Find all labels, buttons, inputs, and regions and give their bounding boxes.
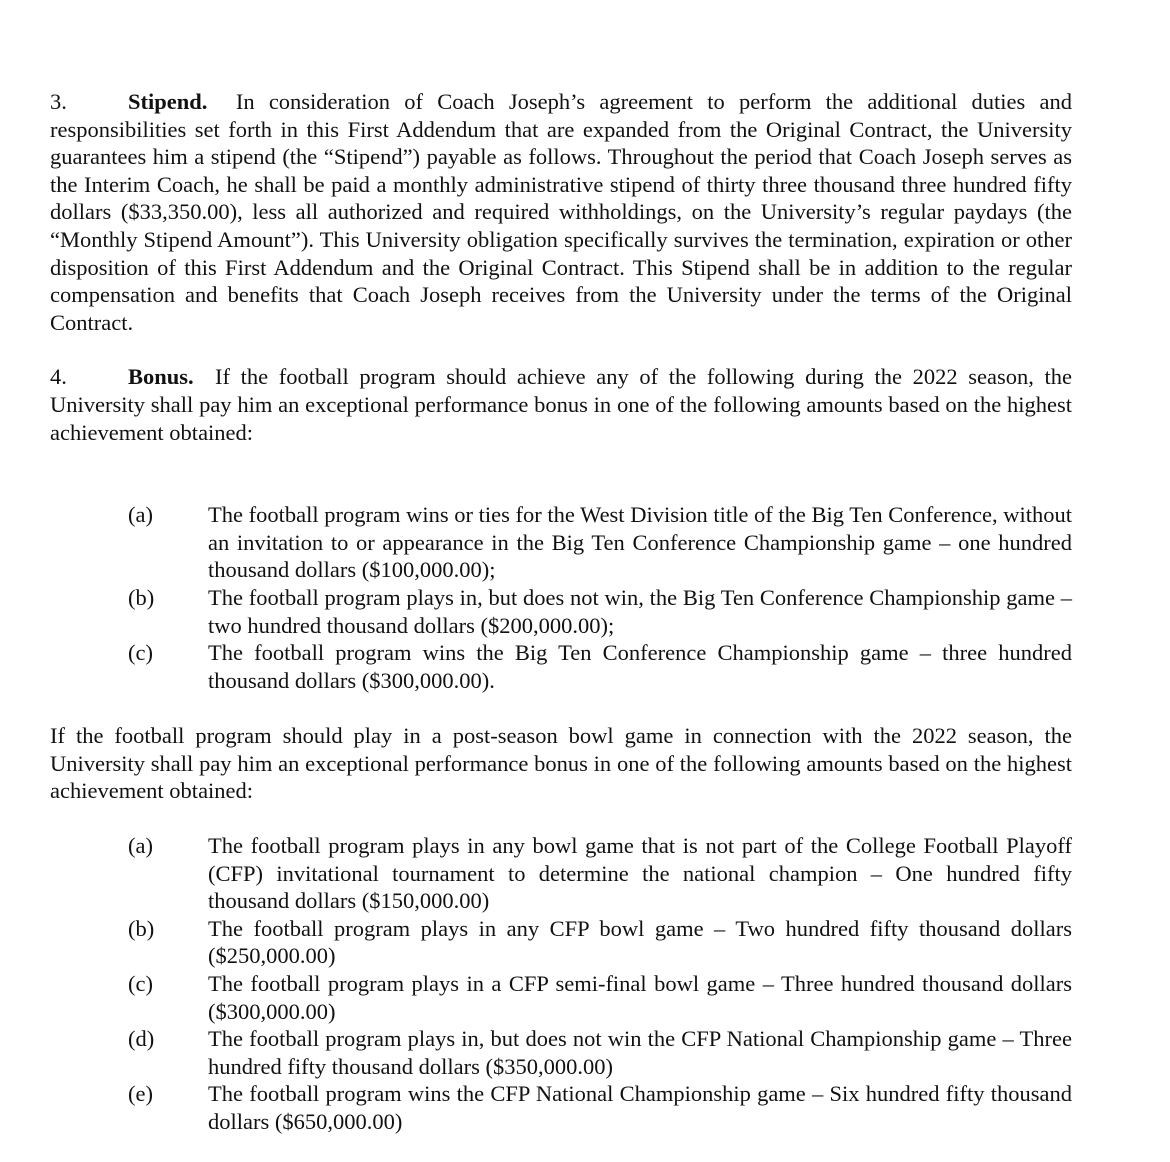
list-item (50, 970, 1072, 1025)
bonus-section (50, 363, 1072, 446)
item-text: The football program plays in any bowl game that is not part of the College Football Playoff (CFP) invitational tournament to determine the national champion – One hundred fifty thousand dollars ($150,000.00) (208, 833, 1072, 914)
item-text: The football program wins the Big Ten Conference Championship game – three hundred thousand dollars ($300,000.00). (208, 640, 1072, 693)
bowl-section: If the football program should play in a post-season bowl game in connection with the 2022 season, the University shall pay him an exceptional performance bonus in one of the following amounts based on the highest achievement obtained: (50, 723, 1072, 804)
item-label: (a) (128, 502, 153, 528)
section-heading: Bonus. (128, 364, 194, 390)
section-heading: Stipend. (128, 89, 208, 114)
list-item (50, 1025, 1072, 1080)
item-label: (a) (128, 833, 153, 859)
bonus-list (50, 501, 1072, 694)
item-text: The football program plays in a CFP semi-final bowl game – Three hundred thousand dollars ($300,000.00) (208, 971, 1072, 1024)
item-label: (d) (128, 1026, 155, 1052)
document-page (50, 88, 1072, 1136)
item-label: (b) (128, 584, 155, 610)
list-item (50, 1080, 1072, 1135)
section-number: 4. (50, 364, 67, 390)
item-label: (c) (128, 971, 153, 997)
item-text: The football program plays in any CFP bowl game – Two hundred fifty thousand dollars ($250,000.00) (208, 915, 1072, 969)
list-item (50, 501, 1072, 584)
item-text: The football program plays in, but does not win, the Big Ten Conference Championship game – two hundred thousand dollars ($200,000.00); (208, 584, 1072, 638)
list-item (50, 832, 1072, 915)
list-item (50, 915, 1072, 970)
section-number: 3. (50, 89, 67, 114)
stipend-section (50, 88, 1072, 336)
section-body: In consideration of Coach Joseph’s agreement to perform the additional duties and responsibilities set forth in this First Addendum that are expanded from the Original Contract, the University guarantees him a stipend (the “Stipend”) payable as follows. Throughout the period that Coach Joseph serves as the Interim Coach, he shall be paid a monthly administrative stipend of thirty three thousand three hundred fifty dollars ($33,350.00), less all authorized and required withholdings, on the University’s regular paydays (the “Monthly Stipend Amount”). This University obligation specifically survives the termination, expiration or other disposition of this First Addendum and the Original Contract. This Stipend shall be in addition to the regular compensation and benefits that Coach Joseph receives from the University under the terms of the Original Contract. (50, 89, 1073, 335)
bowl-list (50, 832, 1072, 1136)
item-label: (c) (128, 640, 153, 666)
item-text: The football program wins the CFP National Championship game – Six hundred fifty thousand dollars ($650,000.00) (208, 1081, 1072, 1134)
item-text: The football program wins or ties for the West Division title of the Big Ten Conference, without an invitation to or appearance in the Big Ten Conference Championship game – one hundred thousand dollars ($100,000.00); (208, 502, 1072, 583)
item-label: (b) (128, 915, 155, 941)
section-body: If the football program should achieve any of the following during the 2022 season, the University shall pay him an exceptional performance bonus in one of the following amounts based on the highest achievement obtained: (50, 364, 1073, 445)
item-text: The football program plays in, but does not win the CFP National Championship game – Three hundred fifty thousand dollars ($350,000.00) (208, 1026, 1072, 1079)
list-item (50, 584, 1072, 639)
item-label: (e) (128, 1081, 153, 1107)
list-item (50, 639, 1072, 694)
